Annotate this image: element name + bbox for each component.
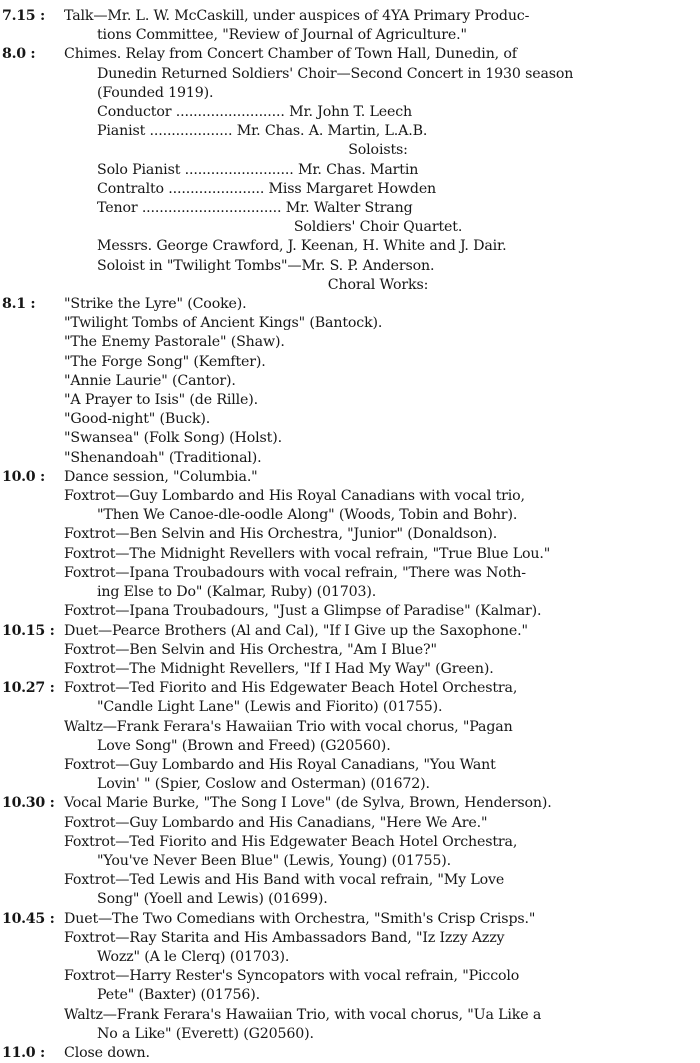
programme-text: Chimes. Relay from Concert Chamber of Town Hall, Dunedin, of <box>64 46 517 63</box>
dance-text: Vocal Marie Burke, "The Song I Love" (de Sylva, Brown, Henderson). <box>64 795 552 812</box>
work-title: "Strike the Lyre" (Cooke). <box>64 296 247 313</box>
pianist-credit <box>0 122 700 141</box>
time-label: 10.30 : <box>2 795 55 812</box>
choral-work <box>0 333 700 352</box>
dance-text: Duet—The Two Comedians with Orchestra, "Smith's Crisp Crisps." <box>64 910 536 927</box>
dance-line <box>0 1044 700 1063</box>
dance-line <box>0 660 700 679</box>
work-title: "A Prayer to Isis" (de Rille). <box>64 392 259 409</box>
dance-line <box>0 737 700 756</box>
work-title: "Swansea" (Folk Song) (Holst). <box>64 430 282 447</box>
work-title: "Annie Laurie" (Cantor). <box>64 372 236 389</box>
quartet-heading <box>0 218 700 237</box>
dance-text: Waltz—Frank Ferara's Hawaiian Trio, with vocal chorus, "Ua Like a <box>64 1006 542 1023</box>
credit-text: Tenor ................................ Mr. Walter Strang <box>97 200 413 217</box>
dance-line <box>0 871 700 890</box>
programme-line <box>0 65 700 84</box>
work-title: "Good-night" (Buck). <box>64 411 211 428</box>
credit-text: Pianist ................... Mr. Chas. A. Martin, L.A.B. <box>97 123 428 140</box>
dance-text: Foxtrot—Ray Starita and His Ambassadors Band, "Iz Izzy Azzy <box>64 929 505 946</box>
dance-line <box>0 679 700 698</box>
programme-text: Talk—Mr. L. W. McCaskill, under auspices of 4YA Primary Produc- <box>64 8 530 24</box>
dance-text: Lovin' " (Spier, Coslow and Osterman) (01672). <box>97 776 430 793</box>
dance-line <box>0 986 700 1005</box>
dance-line <box>0 641 700 660</box>
choral-work <box>0 353 700 372</box>
dance-line <box>0 910 700 929</box>
dance-text: No a Like" (Everett) (G20560). <box>97 1025 314 1042</box>
dance-line <box>0 1025 700 1044</box>
choral-work <box>0 429 700 448</box>
credit-text: Soloist in "Twilight Tombs"—Mr. S. P. Anderson. <box>97 257 435 274</box>
dance-line <box>0 602 700 621</box>
choral-work <box>0 372 700 391</box>
dance-line <box>0 1006 700 1025</box>
work-title: "The Enemy Pastorale" (Shaw). <box>64 334 285 351</box>
programme-text: (Founded 1919). <box>97 84 214 101</box>
heading-text: Choral Works: <box>327 276 429 293</box>
dance-line <box>0 967 700 986</box>
dance-text: Foxtrot—The Midnight Revellers with vocal refrain, "True Blue Lou." <box>64 545 551 562</box>
dance-text: Love Song" (Brown and Freed) (G20560). <box>97 737 391 754</box>
dance-text: Wozz" (A le Clerq) (01703). <box>97 948 290 965</box>
dance-line <box>0 545 700 564</box>
time-label: 11.0 : <box>2 1044 45 1061</box>
dance-line <box>0 756 700 775</box>
heading-text: Soloists: <box>348 142 408 159</box>
dance-line <box>0 794 700 813</box>
dance-text: Dance session, "Columbia." <box>64 468 258 485</box>
time-label: 10.45 : <box>2 910 55 927</box>
dance-text: Song" (Yoell and Lewis) (01699). <box>97 891 328 908</box>
dance-text: Foxtrot—Ben Selvin and His Orchestra, "Junior" (Donaldson). <box>64 526 498 543</box>
soloists-heading <box>0 141 700 160</box>
dance-text: Close down. <box>64 1044 150 1061</box>
dance-line <box>0 718 700 737</box>
dance-line <box>0 468 700 487</box>
dance-text: Waltz—Frank Ferara's Hawaiian Trio with vocal chorus, "Pagan <box>64 718 513 735</box>
choral-work <box>0 449 700 468</box>
dance-text: Foxtrot—Guy Lombardo and His Royal Canadians with vocal trio, <box>64 488 525 505</box>
dance-line <box>0 814 700 833</box>
work-title: "The Forge Song" (Kemfter). <box>64 353 266 370</box>
programme-line <box>0 45 700 64</box>
dance-line <box>0 948 700 967</box>
dance-text: Foxtrot—Ben Selvin and His Orchestra, "Am I Blue?" <box>64 641 437 658</box>
dance-text: "Candle Light Lane" (Lewis and Fiorito) (01755). <box>97 699 443 716</box>
dance-text: "Then We Canoe-dle-oodle Along" (Woods, Tobin and Bohr). <box>97 507 518 524</box>
dance-line <box>0 929 700 948</box>
dance-text: Foxtrot—Harry Rester's Syncopators with vocal refrain, "Piccolo <box>64 968 520 985</box>
choral-work <box>0 295 700 314</box>
dance-text: "You've Never Been Blue" (Lewis, Young) (01755). <box>97 852 451 869</box>
tenor-credit <box>0 199 700 218</box>
dance-text: Foxtrot—Ted Lewis and His Band with vocal refrain, "My Love <box>64 872 505 889</box>
conductor-credit <box>0 103 700 122</box>
dance-text: Duet—Pearce Brothers (Al and Cal), "If I Give up the Saxophone." <box>64 622 528 639</box>
soloist-twilight-credit <box>0 257 700 276</box>
programme-line <box>0 26 700 45</box>
quartet-members <box>0 237 700 256</box>
dance-text: Foxtrot—The Midnight Revellers, "If I Had My Way" (Green). <box>64 660 494 677</box>
credit-text: Solo Pianist ......................... Mr. Chas. Martin <box>97 161 419 178</box>
dance-line <box>0 622 700 641</box>
programme-text: tions Committee, "Review of Journal of Agriculture." <box>97 27 467 44</box>
dance-text: Foxtrot—Ipana Troubadours with vocal refrain, "There was Noth- <box>64 564 526 581</box>
dance-line <box>0 506 700 525</box>
dance-line <box>0 525 700 544</box>
programme-line <box>0 84 700 103</box>
credit-text: Conductor ......................... Mr. John T. Leech <box>97 104 413 121</box>
dance-text: Pete" (Baxter) (01756). <box>97 987 261 1004</box>
dance-text: Foxtrot—Guy Lombardo and His Canadians, "Here We Are." <box>64 814 488 831</box>
choral-work <box>0 391 700 410</box>
dance-line <box>0 698 700 717</box>
choral-work <box>0 314 700 333</box>
dance-text: ing Else to Do" (Kalmar, Ruby) (01703). <box>97 584 377 601</box>
time-label: 8.1 : <box>2 296 36 313</box>
credit-text: Contralto ...................... Miss Margaret Howden <box>97 180 437 197</box>
choral-heading <box>0 276 700 295</box>
credit-text: Messrs. George Crawford, J. Keenan, H. White and J. Dair. <box>97 238 507 255</box>
dance-text: Foxtrot—Ted Fiorito and His Edgewater Beach Hotel Orchestra, <box>64 680 518 697</box>
solo-pianist-credit <box>0 161 700 180</box>
dance-text: Foxtrot—Ted Fiorito and His Edgewater Beach Hotel Orchestra, <box>64 833 518 850</box>
time-label: 10.15 : <box>2 622 55 639</box>
dance-line <box>0 583 700 602</box>
time-label: 10.27 : <box>2 680 55 697</box>
programme-line <box>0 7 700 26</box>
choral-work <box>0 410 700 429</box>
dance-line <box>0 487 700 506</box>
contralto-credit <box>0 180 700 199</box>
programme-text: Dunedin Returned Soldiers' Choir—Second Concert in 1930 season <box>97 65 574 82</box>
dance-line <box>0 890 700 909</box>
work-title: "Shenandoah" (Traditional). <box>64 449 262 466</box>
time-label: 10.0 : <box>2 468 45 485</box>
time-label: 7.15 : <box>2 8 45 24</box>
dance-line <box>0 564 700 583</box>
dance-line <box>0 833 700 852</box>
dance-line <box>0 775 700 794</box>
dance-text: Foxtrot—Ipana Troubadours, "Just a Glimpse of Paradise" (Kalmar). <box>64 603 542 620</box>
dance-line <box>0 852 700 871</box>
work-title: "Twilight Tombs of Ancient Kings" (Bantock). <box>64 315 383 332</box>
heading-text: Soldiers' Choir Quartet. <box>293 219 463 236</box>
time-label: 8.0 : <box>2 46 36 63</box>
dance-text: Foxtrot—Guy Lombardo and His Royal Canadians, "You Want <box>64 756 496 773</box>
